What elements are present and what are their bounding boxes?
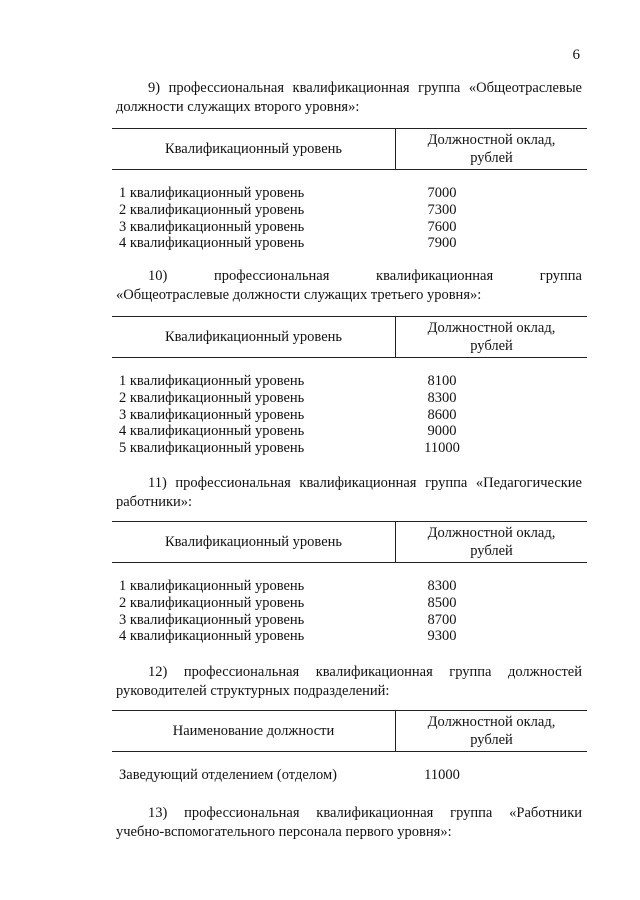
table-row — [112, 219, 587, 236]
table-row — [112, 628, 587, 645]
header-salary-line2: рублей — [470, 732, 513, 748]
table-row — [112, 185, 587, 202]
header-salary-line2: рублей — [470, 543, 513, 559]
header-salary-line1: Должностной оклад, — [427, 132, 556, 148]
page-number: 6 — [572, 47, 580, 63]
salary-cell: 11000 — [424, 767, 460, 783]
section-10-intro-line2: «Общеотраслевые должности служащих третьего уровня»: — [116, 287, 482, 303]
table-row — [112, 202, 587, 219]
table-body — [112, 373, 587, 457]
section-11-intro — [116, 474, 582, 512]
table-body — [112, 767, 587, 784]
salary-cell: 9000 — [427, 423, 457, 440]
header-qualification-level: Квалификационный уровень — [164, 533, 343, 550]
table-row — [112, 390, 587, 407]
salary-cell: 7000 — [427, 185, 457, 201]
salary-cell: 8500 — [427, 594, 457, 611]
section-13-intro-line2: учебно-вспомогательного персонала первого уровня»: — [116, 824, 452, 840]
level-cell: 1 квалификационный уровень — [119, 185, 305, 201]
section-10-intro — [116, 267, 582, 305]
table-header — [112, 521, 587, 563]
header-qualification-level: Квалификационный уровень — [164, 140, 343, 157]
level-cell: 3 квалификационный уровень — [119, 406, 305, 423]
header-salary-line2: рублей — [470, 150, 513, 166]
table-row — [112, 440, 587, 457]
table-row — [112, 578, 587, 595]
level-cell: 4 квалификационный уровень — [119, 235, 305, 252]
section-11-table — [112, 521, 587, 645]
table-row — [112, 423, 587, 440]
salary-cell: 11000 — [424, 440, 460, 457]
table-row — [112, 373, 587, 390]
salary-cell: 9300 — [427, 628, 457, 645]
level-cell: 2 квалификационный уровень — [119, 389, 305, 406]
section-12-intro-line2: руководителей структурных подразделений: — [116, 683, 390, 699]
salary-cell: 8600 — [427, 406, 457, 423]
table-row — [112, 767, 587, 784]
level-cell: 5 квалификационный уровень — [119, 440, 305, 457]
header-position-name: Наименование должности — [172, 722, 335, 739]
level-cell: 1 квалификационный уровень — [119, 578, 305, 594]
section-13-intro — [116, 804, 582, 842]
section-11-intro-line1: 11) профессиональная квалификационная группа «Педагогические — [148, 475, 582, 491]
level-cell: 4 квалификационный уровень — [119, 628, 305, 645]
salary-cell: 8100 — [427, 373, 457, 389]
section-10-intro-line1: 10) профессиональная квалификационная группа — [148, 268, 582, 284]
table-header — [112, 316, 587, 358]
table-header — [112, 128, 587, 170]
section-11-intro-line2: работники»: — [116, 494, 193, 510]
salary-cell: 7600 — [427, 218, 457, 235]
level-cell: 3 квалификационный уровень — [119, 611, 305, 628]
level-cell: 1 квалификационный уровень — [119, 373, 305, 389]
header-salary — [396, 524, 587, 560]
table-row — [112, 595, 587, 612]
level-cell: 4 квалификационный уровень — [119, 423, 305, 440]
header-salary — [396, 319, 587, 355]
header-salary-line1: Должностной оклад, — [427, 320, 556, 336]
level-cell: 3 квалификационный уровень — [119, 218, 305, 235]
salary-cell: 7900 — [427, 235, 457, 252]
section-13-intro-line1: 13) профессиональная квалификационная группа «Работники — [148, 805, 582, 821]
section-12-table — [112, 710, 587, 783]
section-9-intro — [116, 79, 582, 117]
position-cell: Заведующий отделением (отделом) — [119, 767, 337, 783]
table-header — [112, 710, 587, 752]
header-salary-line2: рублей — [470, 338, 513, 354]
header-salary-line1: Должностной оклад, — [427, 525, 556, 541]
salary-cell: 8700 — [427, 611, 457, 628]
table-row — [112, 235, 587, 252]
table-body — [112, 185, 587, 252]
header-salary — [396, 713, 587, 749]
section-9-intro-line2: должности служащих второго уровня»: — [116, 99, 360, 115]
salary-cell: 8300 — [427, 389, 457, 406]
table-row — [112, 407, 587, 424]
header-qualification-level: Квалификационный уровень — [164, 328, 343, 345]
section-10-table — [112, 316, 587, 457]
level-cell: 2 квалификационный уровень — [119, 594, 305, 611]
header-salary-line1: Должностной оклад, — [427, 714, 556, 730]
section-9-intro-line1: 9) профессиональная квалификационная группа «Общеотраслевые — [148, 80, 582, 96]
section-9-table — [112, 128, 587, 252]
header-salary — [396, 131, 587, 167]
table-row — [112, 612, 587, 629]
section-12-intro — [116, 663, 582, 701]
section-12-intro-line1: 12) профессиональная квалификационная группа должностей — [148, 664, 582, 680]
table-body — [112, 578, 587, 645]
level-cell: 2 квалификационный уровень — [119, 201, 305, 218]
salary-cell: 8300 — [427, 578, 457, 594]
salary-cell: 7300 — [427, 201, 457, 218]
